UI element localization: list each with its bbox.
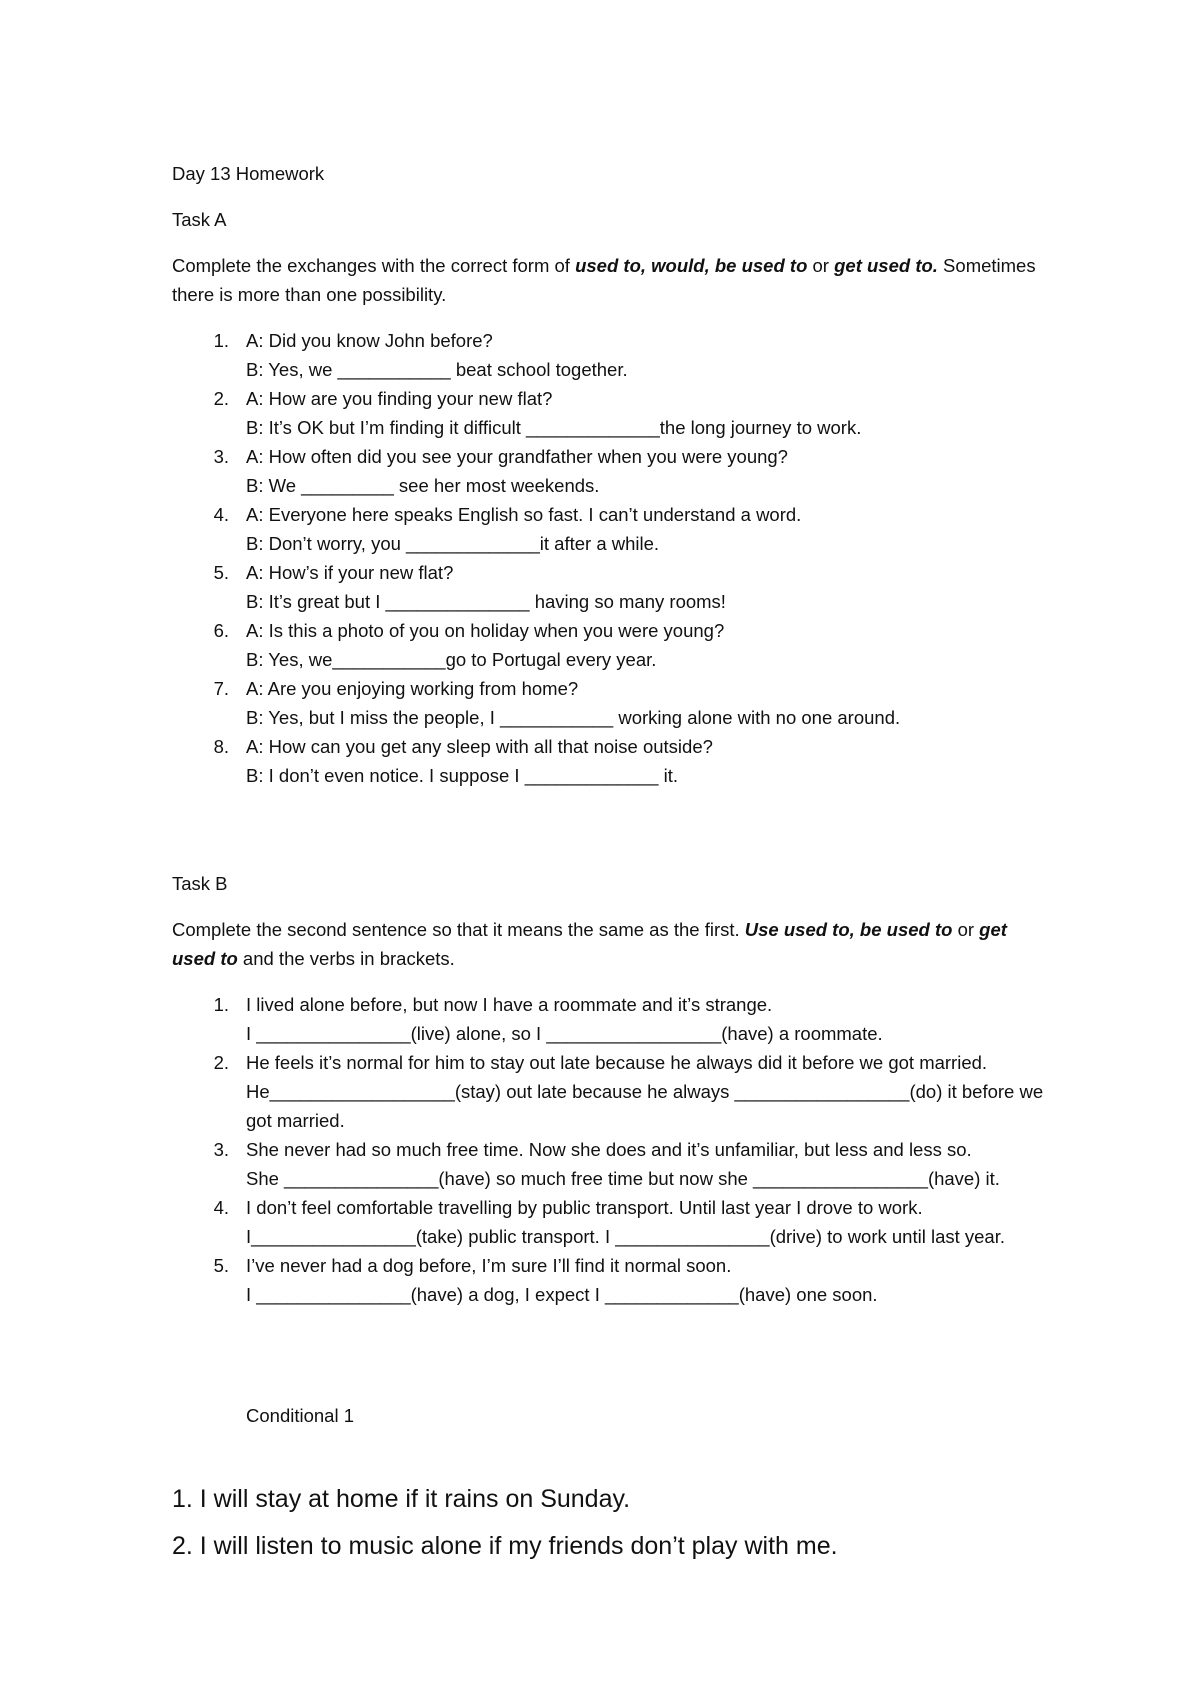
item-number: 5. (213, 1255, 229, 1276)
exchange-b: B: It’s OK but I’m finding it difficult _____________the long journey to work. (246, 417, 862, 438)
item-number: 4. (213, 504, 229, 525)
item-number: 2. (213, 1052, 229, 1073)
sentence-original: He feels it’s normal for him to stay out late because he always did it before we got married. (246, 1052, 988, 1073)
task-a-instruction (172, 253, 1036, 279)
exchange-b: B: Yes, but I miss the people, I ___________ working alone with no one around. (246, 707, 901, 728)
task-b-heading: Task B (172, 873, 228, 894)
sentence-original: I don’t feel comfortable travelling by public transport. Until last year I drove to work. (246, 1197, 923, 1218)
document-title: Day 13 Homework (172, 163, 325, 184)
task-a-heading: Task A (172, 209, 227, 230)
conditional-sentence: 1. I will stay at home if it rains on Sunday. (172, 1485, 631, 1513)
conditional-heading: Conditional 1 (246, 1405, 354, 1426)
instruction-terms: used to (172, 948, 238, 969)
instruction-terms: used to, would, be used to (575, 255, 808, 276)
sentence-rewrite: I _______________(have) a dog, I expect I _____________(have) one soon. (246, 1284, 878, 1305)
task-a-instruction-line2: there is more than one possibility. (172, 284, 447, 305)
instruction-text: Complete the second sentence so that it means the same as the first. (172, 919, 745, 940)
exchange-b: B: Don’t worry, you _____________it after a while. (246, 533, 660, 554)
item-number: 3. (213, 446, 229, 467)
item-number: 8. (213, 736, 229, 757)
sentence-rewrite-cont: got married. (246, 1110, 345, 1131)
item-number: 4. (213, 1197, 229, 1218)
exchange-a: A: How can you get any sleep with all that noise outside? (246, 736, 713, 757)
instruction-text: and the verbs in brackets. (237, 948, 455, 969)
exchange-b: B: Yes, we ___________ beat school together. (246, 359, 628, 380)
task-b-instruction (172, 917, 1007, 943)
item-number: 5. (213, 562, 229, 583)
sentence-rewrite: I _______________(live) alone, so I _________________(have) a roommate. (246, 1023, 883, 1044)
exchange-b: B: It’s great but I ______________ having so many rooms! (246, 591, 726, 612)
instruction-terms: Use used to, be used to (744, 919, 953, 940)
instruction-text: or (952, 919, 980, 940)
instruction-text: Complete the exchanges with the correct form of (172, 255, 576, 276)
item-number: 7. (213, 678, 229, 699)
item-number: 1. (213, 994, 229, 1015)
instruction-terms: get (979, 919, 1007, 940)
exchange-a: A: How often did you see your grandfather when you were young? (246, 446, 788, 467)
exchange-a: A: Did you know John before? (246, 330, 493, 351)
instruction-terms: get used to. (834, 255, 938, 276)
item-number: 6. (213, 620, 229, 641)
sentence-original: She never had so much free time. Now she does and it’s unfamiliar, but less and less so. (246, 1139, 972, 1160)
exchange-a: A: How’s if your new flat? (246, 562, 454, 583)
sentence-rewrite: He__________________(stay) out late because he always _________________(do) it before we (246, 1081, 1044, 1102)
item-number: 1. (213, 330, 229, 351)
task-b-instruction-line2 (172, 946, 455, 972)
conditional-sentence: 2. I will listen to music alone if my friends don’t play with me. (172, 1532, 838, 1560)
exchange-b: B: Yes, we___________go to Portugal every year. (246, 649, 657, 670)
exchange-b: B: I don’t even notice. I suppose I _____________ it. (246, 765, 678, 786)
item-number: 2. (213, 388, 229, 409)
exchange-a: A: Everyone here speaks English so fast. I can’t understand a word. (246, 504, 802, 525)
item-number: 3. (213, 1139, 229, 1160)
exchange-a: A: How are you finding your new flat? (246, 388, 553, 409)
exchange-a: A: Are you enjoying working from home? (246, 678, 579, 699)
instruction-text: Sometimes (937, 255, 1036, 276)
sentence-original: I’ve never had a dog before, I’m sure I’ll find it normal soon. (246, 1255, 732, 1276)
sentence-original: I lived alone before, but now I have a roommate and it’s strange. (246, 994, 773, 1015)
sentence-rewrite: I________________(take) public transport. I _______________(drive) to work until last year. (246, 1226, 1006, 1247)
sentence-rewrite: She _______________(have) so much free time but now she _________________(have) it. (246, 1168, 1000, 1189)
exchange-a: A: Is this a photo of you on holiday when you were young? (246, 620, 725, 641)
exchange-b: B: We _________ see her most weekends. (246, 475, 600, 496)
instruction-text: or (807, 255, 835, 276)
